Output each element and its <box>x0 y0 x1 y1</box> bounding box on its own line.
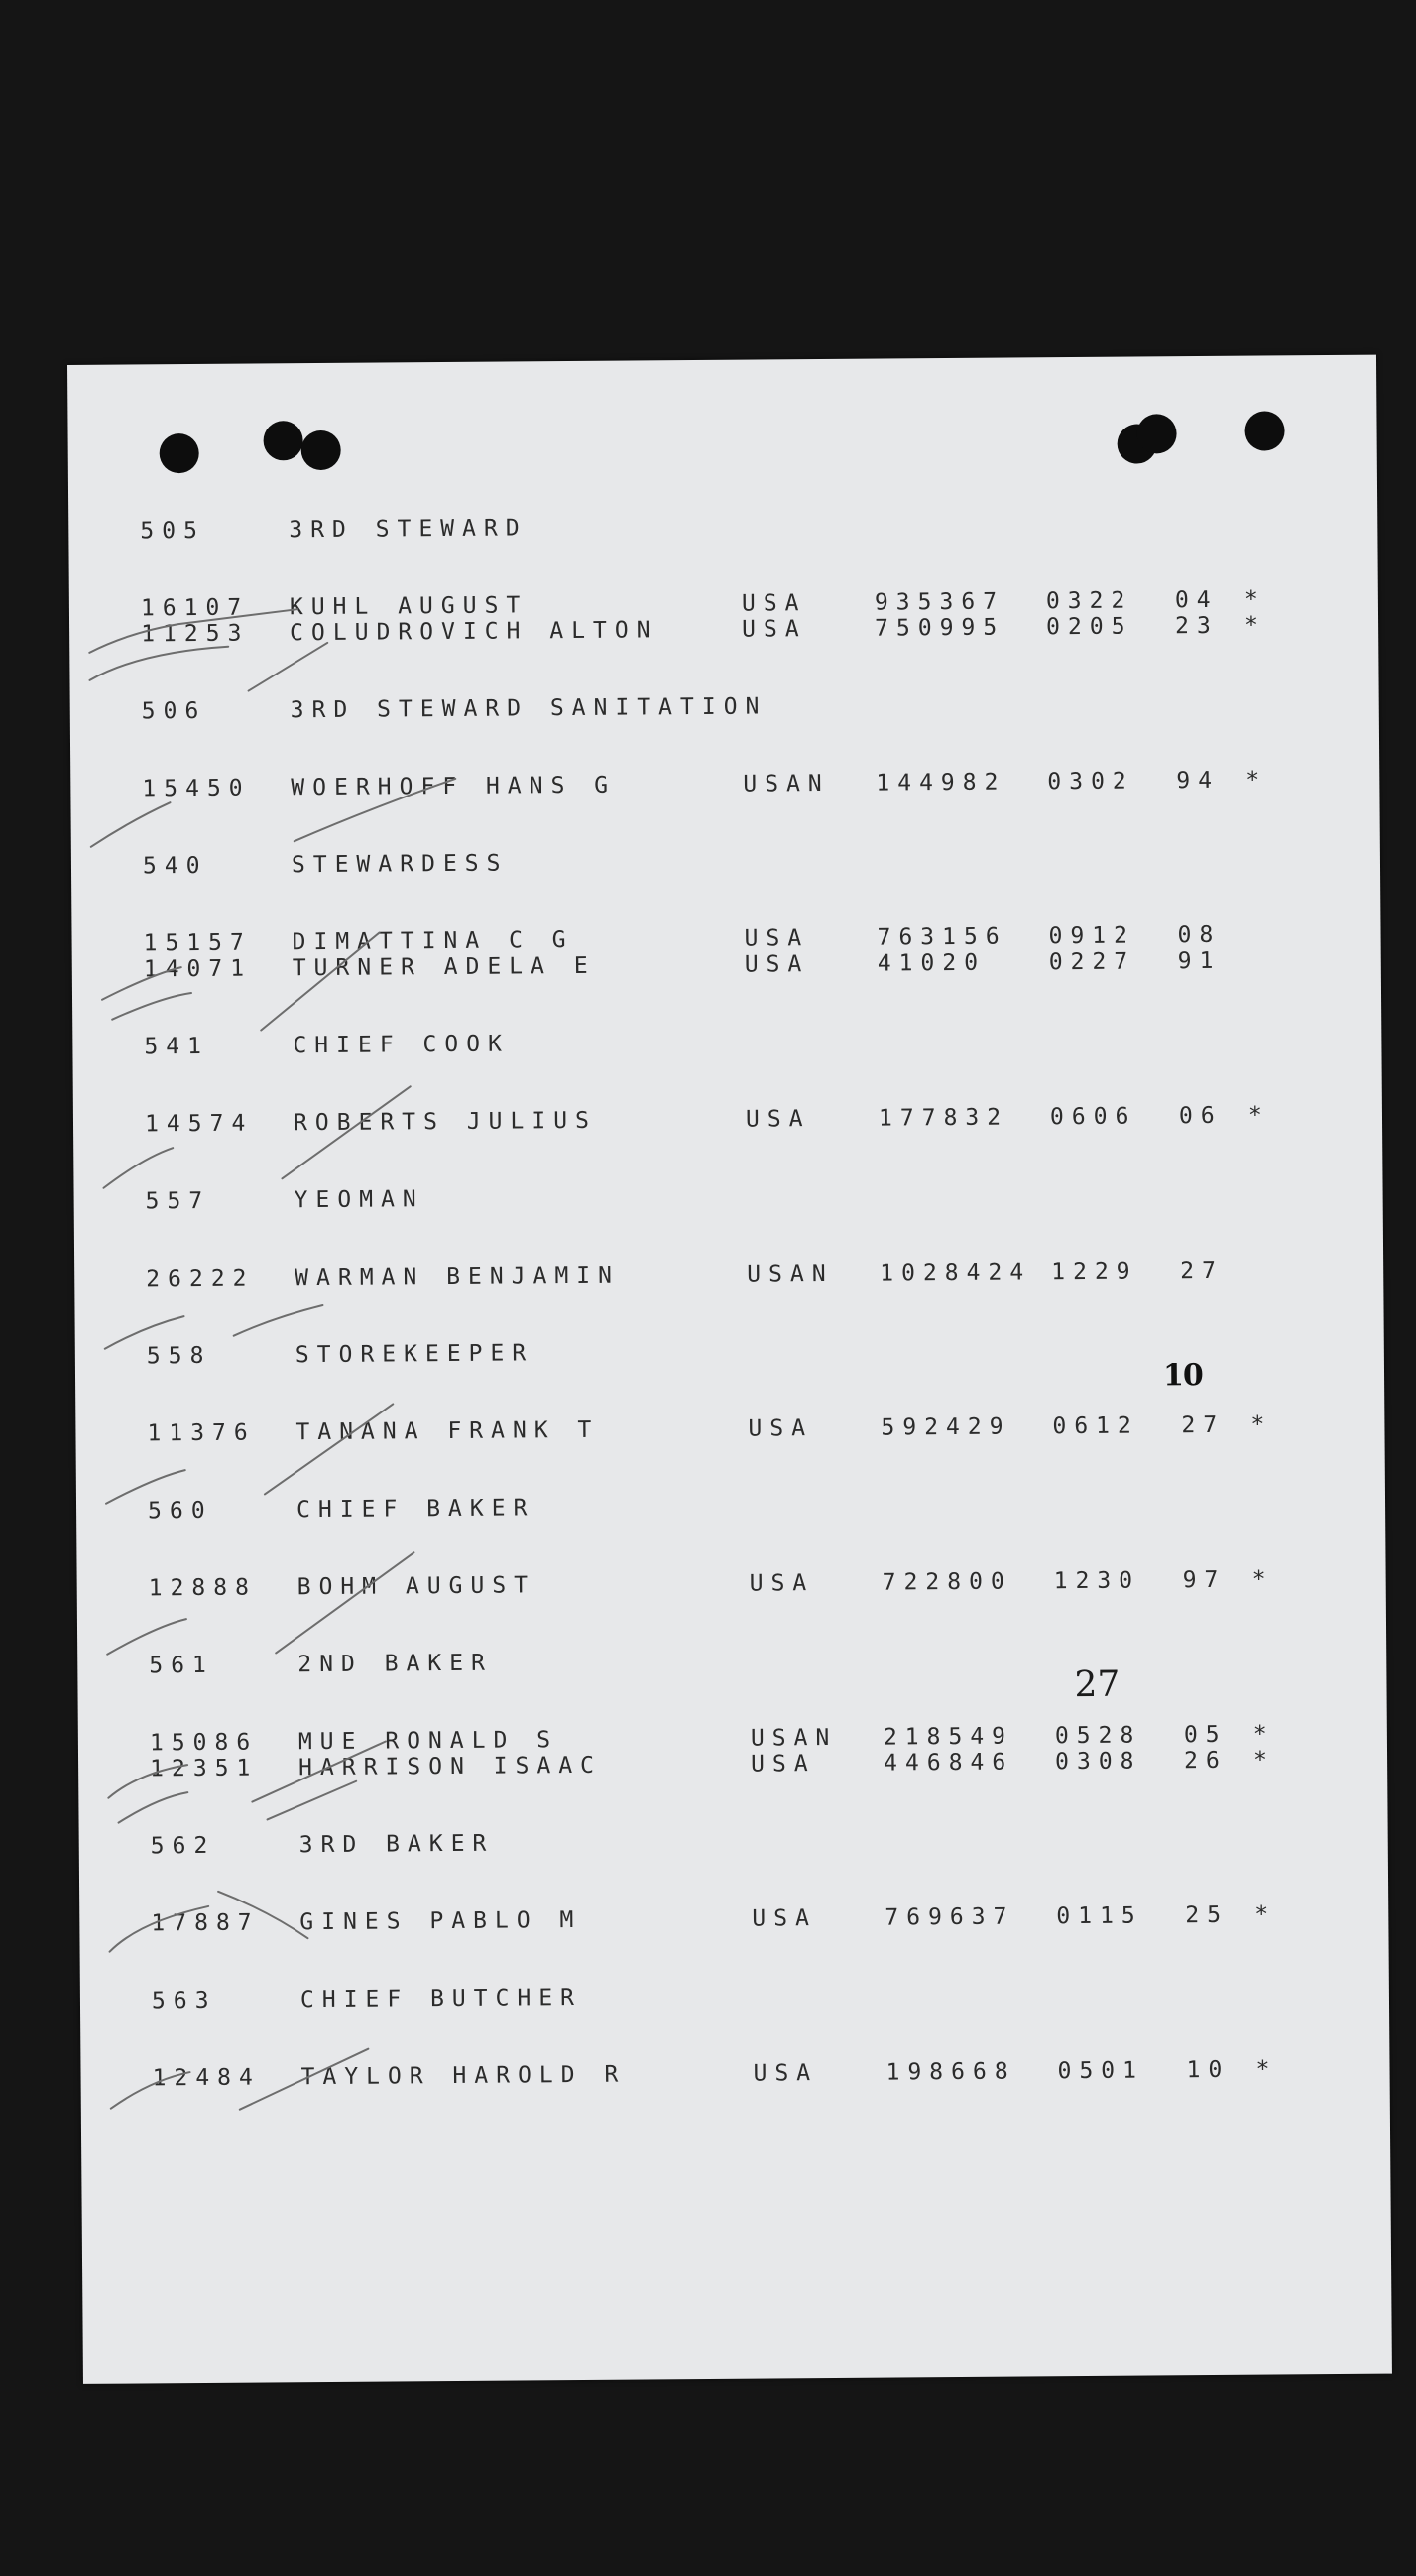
crew-name: KUHL AUGUST <box>289 592 529 621</box>
date-code: 1229 <box>1051 1258 1138 1286</box>
section-header <box>79 1824 1388 1862</box>
citizenship: USA <box>742 616 807 643</box>
crew-number: 26222 <box>146 1265 255 1292</box>
year-code: 04 <box>1174 586 1219 614</box>
section-header <box>80 1979 1389 2017</box>
overstruck-number: 10 <box>1162 1358 1203 1394</box>
citizenship: USA <box>744 925 810 952</box>
crew-name: TAYLOR HAROLD R <box>300 2061 627 2091</box>
year-code: 94 <box>1176 767 1221 795</box>
section-code: 540 <box>142 852 208 880</box>
id-number: 446846 <box>883 1749 1014 1777</box>
id-number: 177832 <box>878 1104 1009 1132</box>
date-code: 0612 <box>1052 1412 1139 1440</box>
year-code: 10 <box>1186 2056 1231 2084</box>
crew-number: 12351 <box>150 1755 259 1782</box>
year-code: 27 <box>1181 1411 1226 1439</box>
citizenship: USAN <box>743 770 830 797</box>
crew-row <box>74 1257 1383 1294</box>
citizenship: USA <box>752 1905 817 1932</box>
crew-row <box>75 1411 1384 1449</box>
asterisk-mark: * <box>1243 612 1259 639</box>
id-number: 750995 <box>875 614 1005 642</box>
section-title: 3RD STEWARD SANITATION <box>290 693 767 724</box>
asterisk-mark: * <box>1255 2056 1270 2083</box>
asterisk-mark: * <box>1252 1747 1268 1774</box>
section-code: 561 <box>149 1652 214 1679</box>
id-number: 218549 <box>883 1723 1014 1751</box>
crew-row <box>73 1102 1382 1140</box>
citizenship: USA <box>741 590 807 617</box>
citizenship: USA <box>753 2060 819 2087</box>
asterisk-mark: * <box>1243 586 1258 613</box>
crew-number: 15157 <box>143 929 252 957</box>
section-header <box>70 689 1379 727</box>
id-number: 769637 <box>885 1903 1015 1931</box>
asterisk-mark: * <box>1252 1721 1267 1748</box>
id-number: 763156 <box>877 923 1007 951</box>
crew-number: 14574 <box>144 1110 254 1138</box>
section-title: STEWARDESS <box>291 850 509 879</box>
section-header <box>76 1489 1385 1527</box>
document-page <box>67 355 1392 2384</box>
id-number: 198668 <box>885 2058 1016 2086</box>
asterisk-mark: * <box>1245 767 1260 794</box>
section-code: 563 <box>151 1987 217 2015</box>
date-code: 0302 <box>1047 768 1134 796</box>
citizenship: USA <box>744 951 810 978</box>
date-code: 0227 <box>1048 948 1136 976</box>
section-code: 562 <box>150 1832 216 1860</box>
section-header <box>77 1644 1386 1681</box>
section-code: 505 <box>140 517 205 545</box>
year-code: 08 <box>1177 921 1222 949</box>
asterisk-mark: * <box>1251 1566 1266 1593</box>
crew-number: 15086 <box>149 1729 259 1757</box>
crew-row <box>79 1901 1388 1939</box>
crew-row <box>77 1566 1386 1604</box>
id-number: 935367 <box>874 588 1005 616</box>
crew-name: DIMATTINA C G <box>292 927 574 956</box>
crew-number: 15450 <box>142 775 251 802</box>
year-code: 97 <box>1182 1566 1227 1594</box>
crew-number: 11253 <box>141 620 250 648</box>
section-code: 506 <box>141 697 207 725</box>
crew-name: MUE RONALD S <box>297 1727 559 1756</box>
year-code: 23 <box>1174 612 1219 640</box>
citizenship: USAN <box>747 1260 834 1288</box>
year-code: 25 <box>1185 1901 1230 1929</box>
id-number: 1028424 <box>880 1259 1032 1287</box>
section-header <box>71 844 1380 882</box>
citizenship: USAN <box>750 1724 838 1752</box>
year-code: 06 <box>1178 1102 1223 1130</box>
crew-list <box>67 355 1376 2092</box>
crew-number: 11376 <box>147 1419 256 1447</box>
date-code: 0308 <box>1054 1748 1142 1776</box>
crew-number: 17887 <box>151 1909 260 1937</box>
date-code: 0205 <box>1046 613 1133 641</box>
crew-name: ROBERTS JULIUS <box>293 1107 597 1137</box>
section-code: 557 <box>145 1187 211 1215</box>
crew-number: 12484 <box>152 2064 261 2092</box>
crew-name: COLUDROVICH ALTON <box>290 617 658 647</box>
punch-hole <box>263 421 302 460</box>
date-code: 1230 <box>1053 1567 1141 1595</box>
section-header <box>72 1025 1381 1062</box>
citizenship: USA <box>748 1415 814 1442</box>
crew-name: BOHM AUGUST <box>296 1572 536 1601</box>
date-code: 0528 <box>1054 1722 1142 1750</box>
crew-number: 14071 <box>143 955 253 983</box>
crew-name: GINES PABLO M <box>299 1906 582 1936</box>
punch-hole <box>160 433 199 473</box>
crew-number: 16107 <box>140 594 250 622</box>
id-number: 722800 <box>882 1568 1012 1596</box>
date-code: 0322 <box>1045 587 1133 615</box>
punch-hole <box>1136 414 1176 453</box>
punch-hole <box>301 430 341 470</box>
handwritten-number: 27 <box>1074 1663 1121 1706</box>
crew-name: HARRISON ISAAC <box>298 1752 603 1781</box>
section-code: 558 <box>146 1342 212 1370</box>
id-number: 592429 <box>881 1413 1011 1441</box>
date-code: 0115 <box>1056 1902 1143 1930</box>
crew-row <box>80 2056 1389 2094</box>
section-title: CHIEF BUTCHER <box>299 1984 583 2014</box>
crew-number: 12888 <box>148 1574 258 1602</box>
citizenship: USA <box>745 1106 811 1133</box>
crew-name: WARMAN BENJAMIN <box>295 1262 621 1291</box>
date-code: 0501 <box>1057 2057 1145 2085</box>
section-title: 3RD BAKER <box>298 1830 495 1859</box>
section-title: CHIEF COOK <box>293 1031 510 1059</box>
asterisk-mark: * <box>1250 1411 1265 1438</box>
crew-row <box>70 767 1379 804</box>
section-code: 541 <box>144 1033 210 1060</box>
year-code: 26 <box>1183 1747 1228 1775</box>
section-title: 3RD STEWARD <box>289 515 528 544</box>
crew-name: TANANA FRANK T <box>295 1416 600 1446</box>
section-code: 560 <box>147 1497 213 1525</box>
year-code: 91 <box>1177 947 1222 975</box>
citizenship: USA <box>750 1751 816 1778</box>
punch-hole <box>1244 411 1284 450</box>
id-number: 41020 <box>877 949 987 977</box>
section-header <box>74 1179 1383 1217</box>
id-number: 144982 <box>876 769 1006 797</box>
section-title: 2ND BAKER <box>297 1650 494 1678</box>
crew-name: TURNER ADELA E <box>292 952 596 982</box>
asterisk-mark: * <box>1254 1901 1269 1928</box>
section-title: YEOMAN <box>294 1186 424 1214</box>
asterisk-mark: * <box>1247 1102 1262 1129</box>
section-title: STOREKEEPER <box>295 1340 534 1369</box>
section-title: CHIEF BAKER <box>295 1495 535 1524</box>
year-code: 05 <box>1183 1721 1228 1749</box>
date-code: 0606 <box>1049 1103 1137 1131</box>
section-header <box>68 509 1377 547</box>
year-code: 27 <box>1180 1257 1225 1285</box>
citizenship: USA <box>749 1570 815 1597</box>
crew-name: WOERHOFF HANS G <box>291 772 617 801</box>
date-code: 0912 <box>1048 922 1136 950</box>
